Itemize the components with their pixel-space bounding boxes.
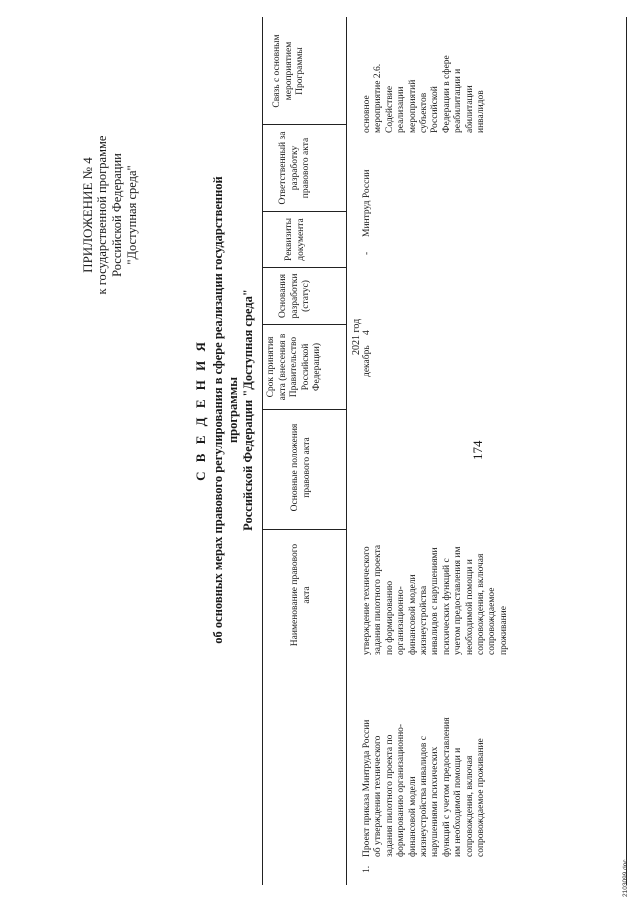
header-provisions: Основные положения правового акта <box>290 423 312 512</box>
cell-line: функций с учетом предоставления <box>441 717 452 857</box>
cell-line: финансовой модели <box>407 776 418 857</box>
cell-line: формированию организационно- <box>396 723 407 857</box>
cell-line: реализации <box>396 86 407 133</box>
appendix-title: ПРИЛОЖЕНИЕ № 4 <box>80 157 95 273</box>
cell-line: жизнеустройства <box>419 585 430 655</box>
column-divider <box>262 324 346 325</box>
header-basis: Основания разработки (статус) <box>278 273 311 319</box>
page-number: 174 <box>470 440 485 460</box>
cell-line: им необходимой помощи и <box>453 747 464 857</box>
cell-line: об утверждении технического <box>373 735 384 857</box>
row-responsible: Минтруд России <box>362 169 372 237</box>
row-name <box>362 657 487 857</box>
subtitle-line: Российской Федерации "Доступная среда" <box>241 289 255 531</box>
cell-line: задания пилотного проекта <box>373 544 384 655</box>
cell-line: Федерации в сфере <box>441 55 452 133</box>
cell-line: финансовой модели <box>407 574 418 655</box>
table-header-border <box>346 17 347 885</box>
cell-line: основное <box>362 95 372 133</box>
cell-line: абилитации <box>464 85 475 133</box>
cell-line: жизнеустройства инвалидов с <box>419 736 430 857</box>
cell-line: Содействие <box>384 85 395 133</box>
cell-line: нарушениями психических <box>430 746 441 857</box>
row-provisions <box>362 480 510 655</box>
appendix-line: к государственной программе <box>95 135 109 295</box>
column-divider <box>262 211 346 212</box>
cell-line: инвалидов с нарушениями <box>430 547 441 655</box>
dash-icon: - <box>362 251 372 255</box>
column-divider <box>262 124 346 125</box>
row-basis: 4 <box>362 330 372 335</box>
cell-line: инвалидов <box>476 90 487 133</box>
cell-line: необходимой помощи и <box>464 559 475 655</box>
appendix-line: Российской Федерации <box>110 153 124 277</box>
cell-line: сопровождаемое проживание <box>476 738 487 857</box>
header-link: Связь с основным мероприятием Программы <box>272 34 305 108</box>
measures-table <box>262 17 632 885</box>
document-title: С В Е Д Е Н И Я <box>193 339 208 481</box>
row-deadline: декабрь <box>362 345 372 377</box>
column-divider <box>262 529 346 530</box>
appendix-block <box>80 85 140 345</box>
cell-line: сопровождаемое <box>487 587 498 655</box>
footer-file-code: 2103099.doc <box>622 859 629 897</box>
cell-line: организационно- <box>396 586 407 655</box>
header-deadline: Срок принятия акта (внесения в Правительство Российской Федерации) <box>266 333 322 401</box>
year-label: 2021 год <box>351 318 362 355</box>
cell-line: реабилитации и <box>453 68 464 133</box>
table-top-border <box>262 17 263 885</box>
row-requisites <box>362 252 373 255</box>
cell-line: учетом предоставления им <box>453 546 464 655</box>
subtitle-line: об основных мерах правового регулирования в сфере реализации государственной программы <box>211 176 240 644</box>
cell-line: сопровождения, включая <box>476 553 487 655</box>
document-subtitle <box>211 165 256 655</box>
cell-line: мероприятий <box>407 79 418 133</box>
cell-line: субъектов <box>419 92 430 133</box>
row-number: 1. <box>362 865 372 873</box>
cell-line: Российской <box>430 86 441 133</box>
row-link <box>362 21 487 133</box>
appendix-line: "Доступная среда" <box>125 165 139 265</box>
column-divider <box>262 267 346 268</box>
cell-line: мероприятие 2.6. <box>373 63 384 133</box>
cell-line: проживание <box>498 606 509 655</box>
cell-line: сопровождения, включая <box>464 755 475 857</box>
cell-line: по формированию <box>384 580 395 655</box>
header-requisites: Реквизиты документа <box>284 218 306 261</box>
column-divider <box>262 409 346 410</box>
cell-line: психических функций с <box>441 558 452 655</box>
cell-line: Проект приказа Минтруда России <box>362 719 372 857</box>
header-responsible: Ответственный за разработку правового акта <box>278 131 311 205</box>
cell-line: задания пилотного проекта по <box>384 734 395 857</box>
header-name: Наименование правового акта <box>290 543 312 647</box>
cell-line: утверждение технического <box>362 546 372 655</box>
table-bottom-border <box>626 17 627 885</box>
